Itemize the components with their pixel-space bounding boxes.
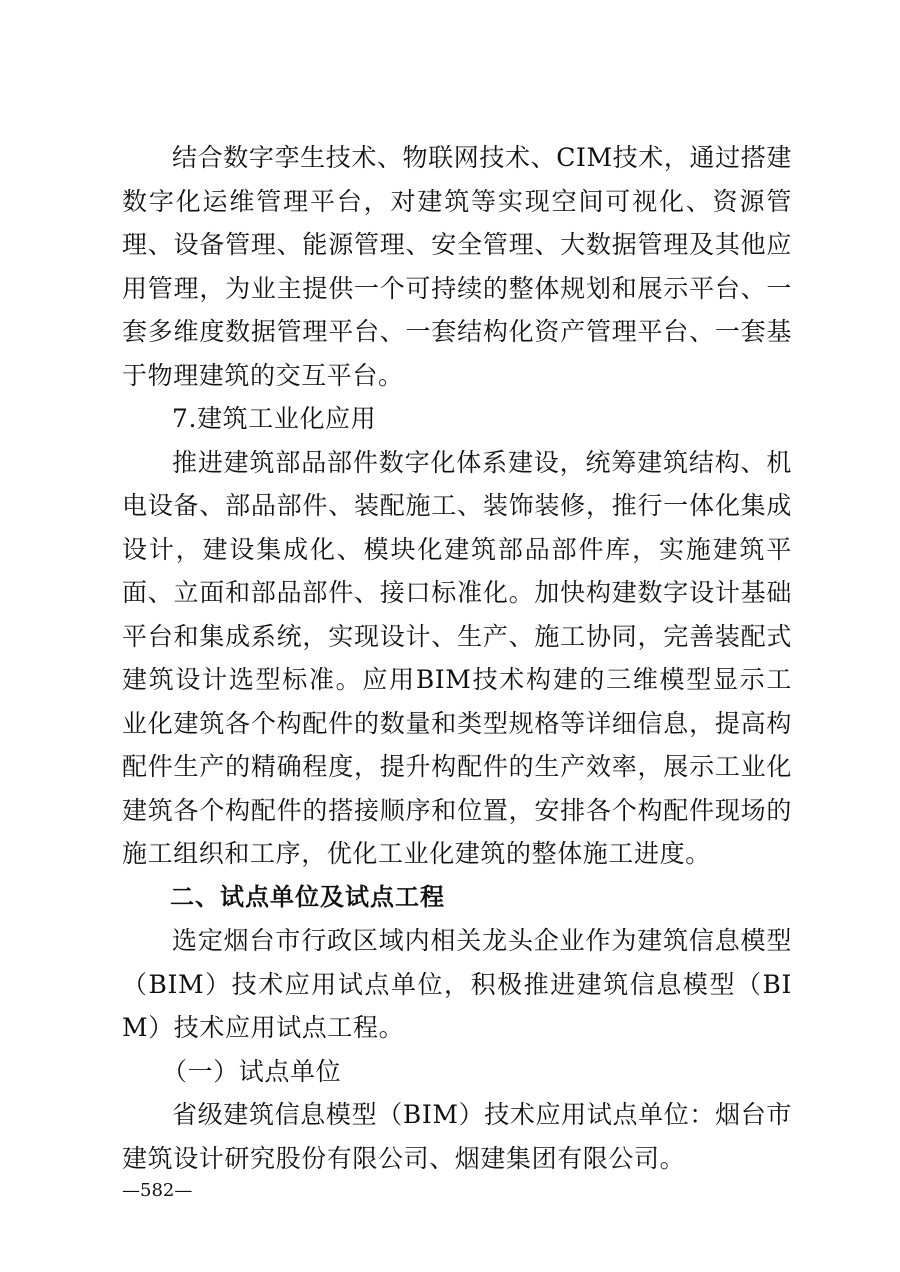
paragraph-industrialization: 推进建筑部品部件数字化体系建设，统筹建筑结构、机电设备、部品部件、装配施工、装饰装修，推行一体化集成设计，建设集成化、模块化建筑部品部件库，实施建筑平面、立面和部品部件、接口标准化。加快构建数字设计基础平台和集成系统，实现设计、生产、施工协同，完善装配式建筑设计选型标准。应用BIM技术构建的三维模型显示工业化建筑各个构配件的数量和类型规格等详细信息，提高构配件生产的精确程度，提升构配件的生产效率，展示工业化建筑各个构配件的搭接顺序和位置，安排各个构配件现场的施工组织和工序，优化工业化建筑的整体施工进度。 [122, 447, 792, 868]
section-heading-pilot: 二、试点单位及试点工程 [170, 882, 445, 911]
subheading-pilot-units: （一）试点单位 [162, 1056, 342, 1086]
paragraph-pilot-units: 省级建筑信息模型（BIM）技术应用试点单位：烟台市建筑设计研究股份有限公司、烟建集团有限公司。 [122, 1100, 792, 1173]
paragraph-cim-platform: 结合数字孪生技术、物联网技术、CIM技术，通过搭建数字化运维管理平台，对建筑等实现空间可视化、资源管理、设备管理、能源管理、安全管理、大数据管理及其他应用管理，为业主提供一个可持续的整体规划和展示平台、一套多维度数据管理平台、一套结构化资产管理平台、一套基于物理建筑的交互平台。 [122, 143, 792, 390]
document-body [122, 136, 792, 1180]
page-number: —582— [122, 1180, 193, 1201]
subheading-industrialization: 7.建筑工业化应用 [172, 404, 377, 433]
paragraph-pilot-intro: 选定烟台市行政区域内相关龙头企业作为建筑信息模型（BIM）技术应用试点单位，积极推进建筑信息模型（BIM）技术应用试点工程。 [122, 926, 792, 1042]
